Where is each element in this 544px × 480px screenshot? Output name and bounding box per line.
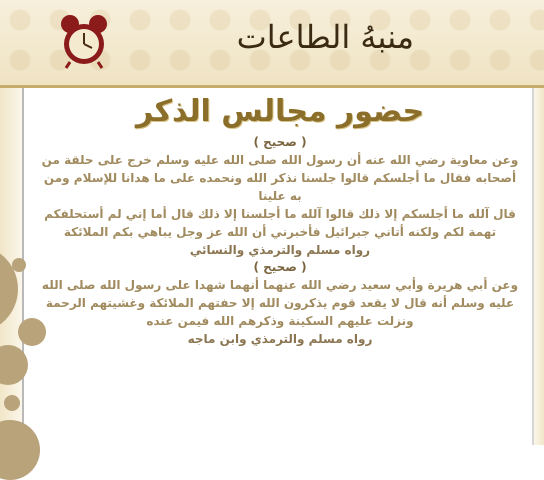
app-title: منبهُ الطاعات [236, 18, 414, 56]
hadith-source: رواه مسلم والترمذي والنسائي [189, 243, 371, 257]
hadith-text-continued: قال آلله ما أجلسكم إلا ذلك قالوا آلله ما أجلسنا إلا ذلك قال أما إني لم أستحلفكم تهمة لكم ولكنه أتاني جبرائيل فأخبرني أن الله عز وجل يباهي بكم الملائكة [44, 207, 516, 239]
hadith-content [40, 92, 520, 348]
hadith-grade: ( صحيح ) [253, 260, 307, 274]
hadith-source: رواه مسلم والترمذي وابن ماجه [187, 332, 373, 346]
alarm-clock-icon[interactable] [58, 12, 110, 70]
hadith-text: وعن أبي هريرة وأبي سعيد رضي الله عنهما أنهما شهدا على رسول الله صلى الله عليه وسلم أنه قال لا يقعد قوم يذكرون الله إلا حفتهم الملائكة وغشيتهم الرحمة ونزلت عليهم السكينة وذكرهم الله فيمن عنده [41, 278, 519, 328]
hadith-grade: ( صحيح ) [253, 135, 307, 149]
decorative-circle [12, 258, 26, 272]
app-header [0, 0, 544, 88]
decorative-circle [4, 395, 20, 411]
hadith-text: وعن معاوية رضي الله عنه أن رسول الله صلى الله عليه وسلم خرج على حلقة من أصحابه فقال ما أجلسكم قالوا جلسنا نذكر الله ونحمده على ما هدانا للإسلام ومن به علينا [41, 153, 519, 203]
section-title: حضور مجالس الذكر [135, 94, 425, 129]
right-border-panel [534, 88, 544, 445]
